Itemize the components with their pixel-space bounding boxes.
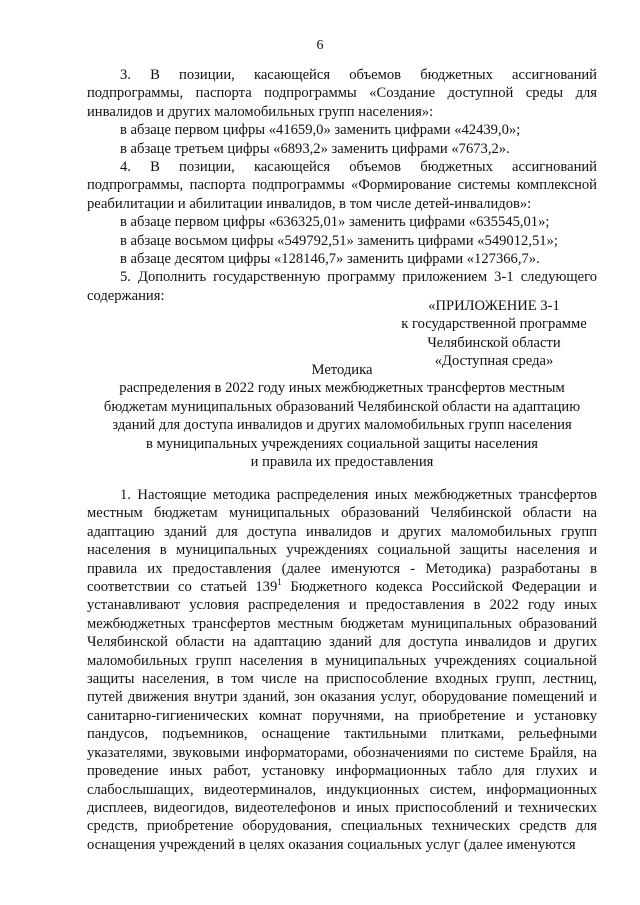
title-line: Методика bbox=[311, 362, 373, 378]
paragraph-3: 3. В позиции, касающейся объемов бюджетных ассигнований подпрограммы, паспорта подпрограммы «Создание доступной среды для инвалидов и других маломобильных групп населения»: bbox=[87, 67, 597, 120]
title-line: зданий для доступа инвалидов и других маломобильных групп населения bbox=[112, 417, 572, 434]
amendments-block bbox=[87, 66, 597, 305]
appendix-line: «Доступная среда» bbox=[434, 353, 554, 370]
paragraph-4: 4. В позиции, касающейся объемов бюджетных ассигнований подпрограммы, паспорта подпрограммы «Формирование системы комплексной реабилитации и абилитации инвалидов, в том числе детей-инвалидов»: bbox=[87, 159, 597, 212]
methodology-title bbox=[87, 361, 597, 471]
paragraph-4-item-2: в абзаце восьмом цифры «549792,51» заменить цифрами «549012,51»; bbox=[120, 232, 558, 249]
appendix-header bbox=[378, 297, 610, 371]
clause-1-part-a: 1. Настоящие методика распределения иных межбюджетных трансфертов местным бюджетам муниципальных образований Челябинской области на адаптацию зданий для доступа инвалидов и других маломобильных групп населения в муниципальных учреждениях социальной защиты населения и правила их предоставления (далее именуются - Методика) разработаны в соответствии со статьей 139 bbox=[87, 487, 597, 596]
title-line: в муниципальных учреждениях социальной защиты населения bbox=[145, 435, 539, 452]
page-number: 6 bbox=[316, 38, 324, 53]
title-line: бюджетам муниципальных образований Челябинской области на адаптацию bbox=[103, 398, 581, 415]
appendix-line: к государственной программе bbox=[401, 316, 587, 333]
title-line: распределения в 2022 году иных межбюджетных трансфертов местным bbox=[119, 380, 565, 397]
appendix-line: «ПРИЛОЖЕНИЕ 3-1 bbox=[428, 298, 560, 314]
clause-1-part-b: Бюджетного кодекса Российской Федерации и устанавливают условия распределения и предоставления в 2022 году иных межбюджетных трансфертов местным бюджетам муниципальных образований Челябинской области на адаптацию зданий для доступа инвалидов и других маломобильных групп населения в муниципальных учреждениях социальной защиты населения, в том числе на приспособление входных групп, лестниц, путей движения внутри зданий, зон оказания услуг, оборудование помещений и санитарно-гигиенических комнат поручнями, на приобретение и установку пандусов, подъемников, оснащение тактильными плитками, рельефными указателями, звуковыми информаторами, обозначениями по системе Брайля, на проведение иных работ, установку информационных табло для глухих и слабослышащих, видеотерминалов, индукционных систем, информационных дисплеев, видеогидов, видеотелефонов и иных приспособлений и технических средств, приобретение оборудования, специальных технических средств для оснащения учреждений в целях оказания социальных услуг (далее именуются bbox=[87, 579, 597, 853]
paragraph-5: 5. Дополнить государственную программу приложением 3-1 следующего содержания: bbox=[87, 269, 597, 304]
paragraph-4-item-1: в абзаце первом цифры «636325,01» заменить цифрами «635545,01»; bbox=[120, 214, 550, 231]
clause-1-superscript: 1 bbox=[277, 577, 282, 588]
clause-1 bbox=[87, 486, 597, 854]
clause-1-block bbox=[87, 486, 597, 854]
paragraph-4-item-3: в абзаце десятом цифры «128146,7» заменить цифрами «127366,7». bbox=[120, 251, 540, 268]
paragraph-3-item-2: в абзаце третьем цифры «6893,2» заменить цифрами «7673,2». bbox=[120, 140, 510, 157]
title-line: и правила их предоставления bbox=[250, 454, 434, 471]
paragraph-3-item-1: в абзаце первом цифры «41659,0» заменить цифрами «42439,0»; bbox=[120, 122, 521, 139]
appendix-line: Челябинской области bbox=[427, 334, 561, 351]
